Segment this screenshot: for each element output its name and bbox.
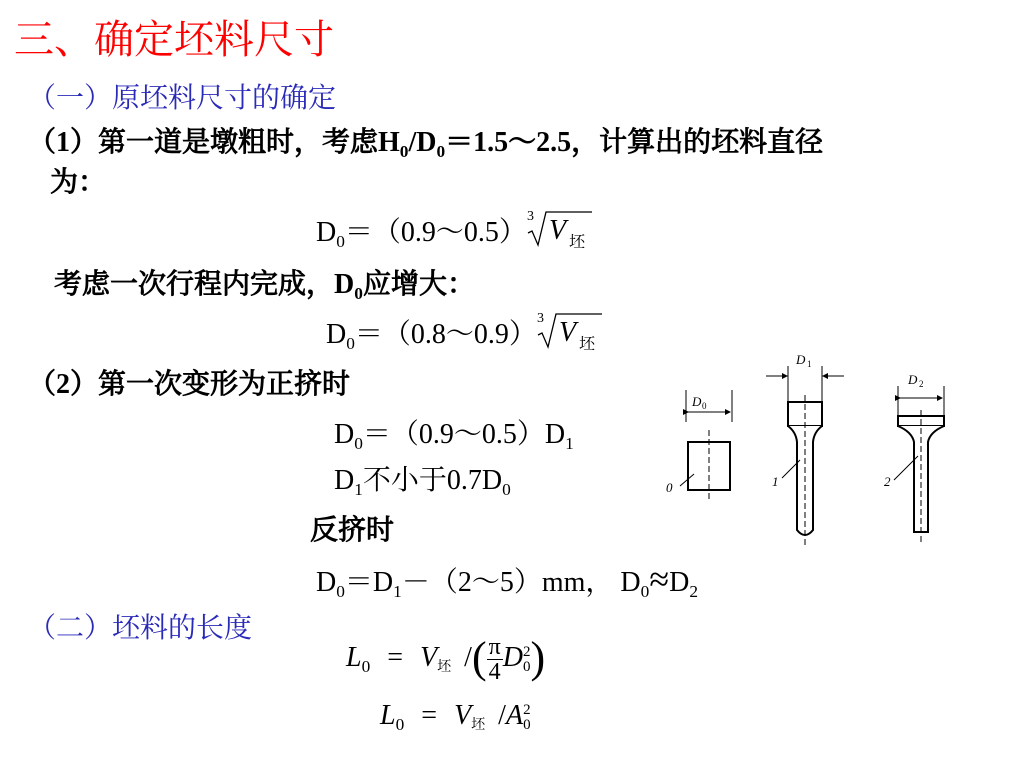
- forward-extruded-part-1: [766, 352, 844, 545]
- length-equation-2: $L_0 = V_坯$ /A 2 0: [380, 700, 531, 735]
- item2-line: （2）第一次变形为正挤时: [28, 369, 351, 400]
- item1-line2: 为：: [50, 167, 107, 198]
- d1-label: D: [796, 352, 806, 367]
- formula2: $D_0=(0.8\sim 0.9)$ 3 V 坯: [326, 312, 603, 352]
- part2-label: 2: [884, 474, 891, 489]
- svg-text:1: 1: [807, 359, 812, 369]
- item2-formula2: $D_1$不小于$0.7D_0$: [334, 465, 511, 500]
- item2-formula3: $D_0=D_1-(2\sim 5)mm$， $D_0\approx D_2$: [316, 559, 698, 602]
- item1-line: （1）第一道是墩粗时，考虑$H_0/D_0=1.5\sim 2.5$，计算出的坯料直径: [28, 127, 824, 162]
- reverse-extrusion-label: 反挤时: [310, 515, 395, 546]
- svg-text:0: 0: [702, 401, 707, 411]
- pi-over-4-fraction: $\frac{\pi}{4}$: [488, 634, 501, 686]
- d2-label: D: [908, 372, 918, 387]
- backward-extruded-part-2: [884, 372, 944, 545]
- section1-heading: （一）原坯料尺寸的确定: [28, 83, 337, 114]
- part1-label: 1: [772, 474, 779, 489]
- item2-formula1: $D_0=(0.9\sim 0.5)D_1$: [334, 419, 574, 454]
- cube-root-2: 3 V 坯: [537, 317, 603, 351]
- part0-label: 0: [666, 480, 673, 495]
- length-equation-1: $L_0 = V_坯$ /( $\frac{\pi}{4}$ D 2 0 ): [346, 633, 546, 686]
- d0-label: D: [692, 394, 702, 409]
- slide-title: 三、确定坯料尺寸: [14, 17, 334, 62]
- extrusion-parts-figure: [660, 350, 970, 560]
- formula1: $D_0=(0.9\sim 0.5)$ 3 V 坯: [316, 210, 593, 250]
- section2-heading: （二）坯料的长度: [28, 613, 253, 644]
- blank-part-0: [666, 390, 732, 500]
- svg-text:2: 2: [919, 379, 924, 389]
- note-line: 考虑一次行程内完成，$D_0$应增大：: [54, 269, 475, 304]
- cube-root-1: 3 V 坯: [527, 215, 593, 249]
